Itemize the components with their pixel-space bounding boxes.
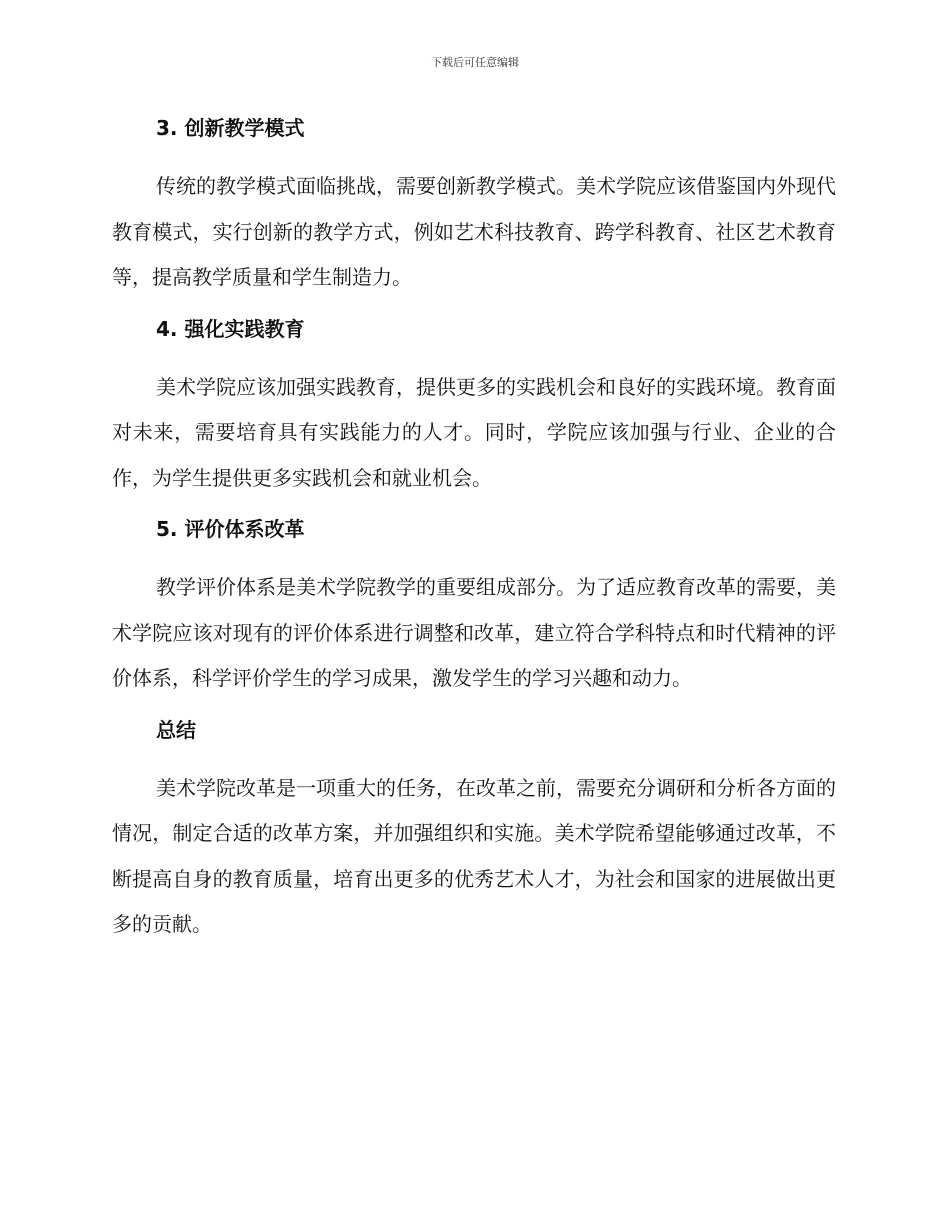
- section-heading: 总结: [156, 717, 196, 742]
- section-heading: 5. 评价体系改革: [156, 517, 305, 541]
- section-summary: [112, 712, 836, 948]
- section-innovative-teaching: [112, 110, 836, 301]
- section-evaluation-reform: [112, 511, 836, 702]
- document-body: [112, 110, 836, 948]
- section-paragraph: 传统的教学模式面临挑战，需要创新教学模式。美术学院应该借鉴国内外现代教育模式，实行创新的教学方式，例如艺术科技教育、跨学科教育、社区艺术教育等，提高教学质量和学生制造力。: [112, 174, 836, 289]
- section-heading: 3. 创新教学模式: [156, 116, 305, 140]
- page-header-note: 下载后可任意编辑: [431, 56, 519, 69]
- section-practice-education: [112, 311, 836, 502]
- section-paragraph: 美术学院应该加强实践教育，提供更多的实践机会和良好的实践环境。教育面对未来，需要培育具有实践能力的人才。同时，学院应该加强与行业、企业的合作，为学生提供更多实践机会和就业机会。: [112, 374, 836, 490]
- section-paragraph: 美术学院改革是一项重大的任务，在改革之前，需要充分调研和分析各方面的情况，制定合适的改革方案，并加强组织和实施。美术学院希望能够通过改革，不断提高自身的教育质量，培育出更多的优秀艺术人才，为社会和国家的进展做出更多的贡献。: [112, 775, 836, 936]
- section-paragraph: 教学评价体系是美术学院教学的重要组成部分。为了适应教育改革的需要，美术学院应该对现有的评价体系进行调整和改革，建立符合学科特点和时代精神的评价体系，科学评价学生的学习成果，激发学生的学习兴趣和动力。: [112, 575, 836, 690]
- section-heading: 4. 强化实践教育: [156, 316, 305, 341]
